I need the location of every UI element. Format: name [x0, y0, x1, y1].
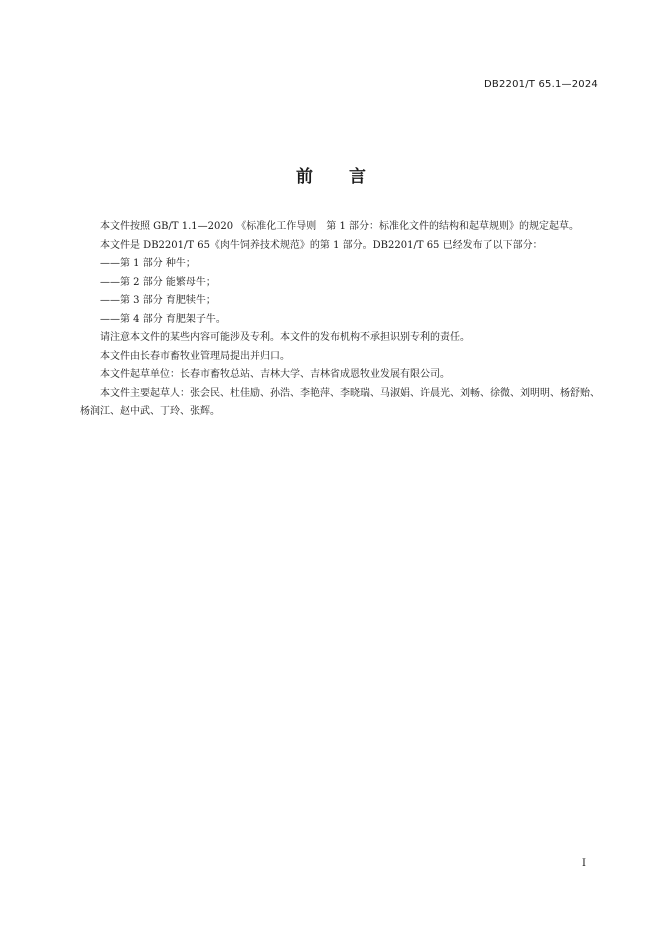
- patent-notice-paragraph: 请注意本文件的某些内容可能涉及专利。本文件的发布机构不承担识别专利的责任。: [100, 332, 470, 343]
- drafters-paragraph: 本文件主要起草人：张会民、杜佳励、孙浩、李艳萍、李晓瑞、马淑娟、许晨光、刘畅、徐微、刘明明、杨舒贻、杨润江、赵中武、丁玲、张辉。: [80, 387, 600, 417]
- part-list-item: ——第 2 部分 能繁母牛；: [100, 276, 216, 288]
- document-code: DB2201/T 65.1—2024: [484, 79, 598, 90]
- title-char-1: 前: [296, 167, 313, 187]
- title-char-2: 言: [349, 167, 366, 187]
- part-list-item: ——第 3 部分 育肥犊牛；: [100, 295, 216, 306]
- part-list-item: ——第 4 部分 育肥架子牛。: [100, 313, 226, 325]
- page-title: [0, 162, 662, 187]
- page-number: I: [582, 858, 586, 869]
- foreword-body: [80, 218, 600, 422]
- series-intro-paragraph: 本文件是 DB2201/T 65《肉牛饲养技术规范》的第 1 部分。DB2201/T 65 已经发布了以下部分：: [100, 239, 543, 251]
- proposer-paragraph: 本文件由长春市畜牧业管理局提出并归口。: [100, 350, 290, 362]
- drafting-rules-paragraph: 本文件按照 GB/T 1.1—2020 《标准化工作导则 第 1 部分：标准化文件的结构和起草规则》的规定起草。: [100, 221, 579, 232]
- drafting-units-paragraph: 本文件起草单位：长春市畜牧总站、吉林大学、吉林省成恩牧业发展有限公司。: [100, 369, 450, 380]
- part-list-item: ——第 1 部分 种牛；: [100, 258, 196, 269]
